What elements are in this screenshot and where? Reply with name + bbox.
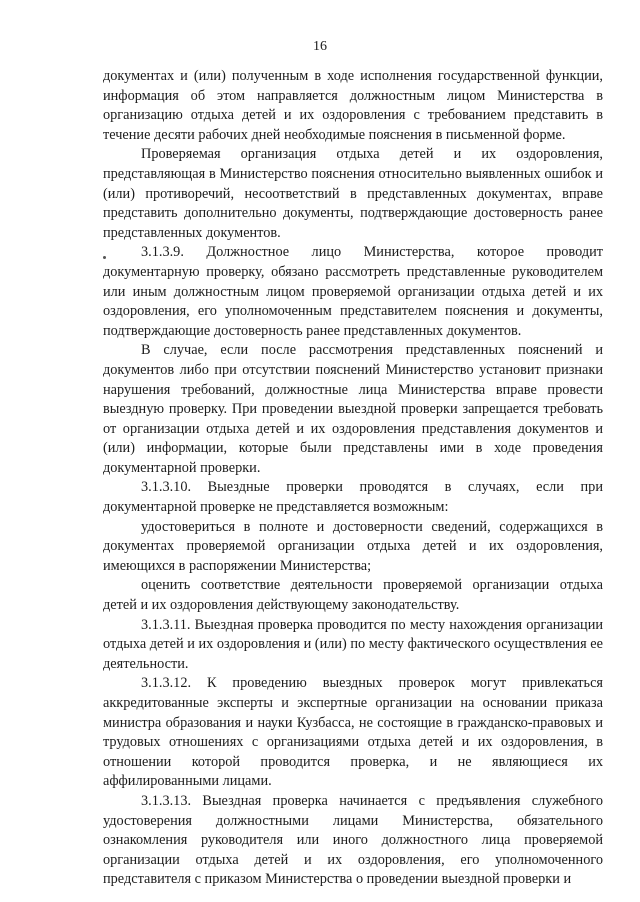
paragraph: 3.1.3.9. Должностное лицо Министерства, которое проводит документарную проверку, обязано рассмотреть представленные руководителем или иным должностным лицом проверяемой организации отдыха детей и их оздоровления, его уполномоченным представителем пояснения и документы, подтверждающие достоверность ранее представленных документов.	[103, 244, 603, 339]
page-number: 16	[313, 39, 327, 54]
paragraph: 3.1.3.13. Выездная проверка начинается с предъявления служебного удостоверения должностными лицами Министерства, обязательного ознакомления руководителя или иного должностного лица проверяемой организации отдыха детей и их оздоровления, его уполномоченного представителя с приказом Министерства о проведении выездной проверки и	[103, 792, 603, 888]
paragraph: 3.1.3.10. Выездные проверки проводятся в случаях, если при документарной проверке не представляется возможным:	[103, 479, 603, 516]
paragraph: удостовериться в полноте и достоверности сведений, содержащихся в документах проверяемой организации отдыха детей и их оздоровления, имеющихся в распоряжении Министерства;	[103, 518, 603, 574]
document-body	[103, 67, 603, 890]
paragraph: документах и (или) полученным в ходе исполнения государственной функции, информация об этом направляется должностным лицом Министерства в организацию отдыха детей и их оздоровления с требованием представить в течение десяти рабочих дней необходимые пояснения в письменной форме.	[103, 68, 603, 143]
paragraph: оценить соответствие деятельности проверяемой организации отдыха детей и их оздоровления действующему законодательству.	[103, 577, 603, 614]
paragraph: 3.1.3.11. Выездная проверка проводится по месту нахождения организации отдыха детей и их оздоровления и (или) по месту фактического осуществления ее деятельности.	[103, 616, 603, 672]
paragraph: 3.1.3.12. К проведению выездных проверок могут привлекаться аккредитованные эксперты и экспертные организации на основании приказа министра образования и науки Кузбасса, не состоящие в гражданско-правовых и трудовых отношениях с организациями отдыха детей и их оздоровления, в отношении которой проводится проверка, и не являющиеся их аффилированными лицами.	[103, 675, 603, 790]
paragraph: В случае, если после рассмотрения представленных пояснений и документов либо при отсутствии пояснений Министерство установит признаки нарушения требований, должностные лица Министерства вправе провести выездную проверку. При проведении выездной проверки запрещается требовать от организации отдыха детей и их оздоровления представления документов и (или) информации, которые были представлены ими в ходе проведения документарной проверки.	[103, 342, 603, 476]
paragraph: Проверяемая организация отдыха детей и их оздоровления, представляющая в Министерство пояснения относительно выявленных ошибок и (или) противоречий, несоответствий в представленных документах, вправе представить дополнительно документы, подтверждающие достоверность ранее представленных документов.	[103, 146, 603, 241]
